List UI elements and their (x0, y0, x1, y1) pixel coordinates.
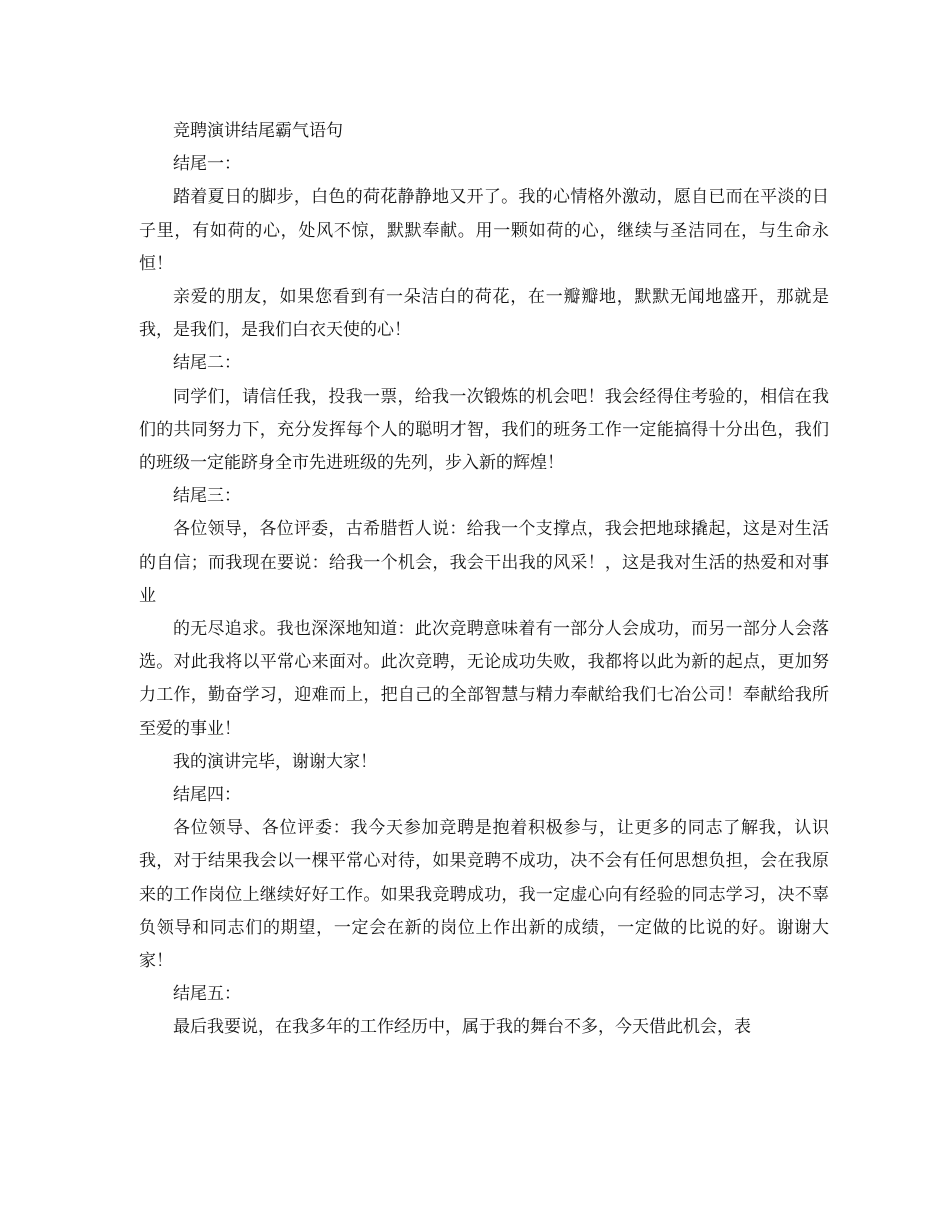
paragraph: 同学们，请信任我，投我一票，给我一次锻炼的机会吧！我会经得住考验的，相信在我们的共同努力下，充分发挥每个人的聪明才智，我们的班务工作一定能搞得十分出色，我们的班级一定能跻身全市先进班级的先列，步入新的辉煌！ (139, 386, 829, 474)
document-body (139, 115, 829, 1045)
paragraph: 最后我要说，在我多年的工作经历中，属于我的舞台不多，今天借此机会，表 (173, 1017, 751, 1038)
paragraph: 亲爱的朋友，如果您看到有一朵洁白的荷花，在一瓣瓣地，默默无闻地盛开，那就是我，是我们，是我们白衣天使的心！ (139, 287, 829, 341)
section-heading-2: 结尾二： (173, 353, 241, 374)
paragraph: 踏着夏日的脚步，白色的荷花静静地又开了。我的心情格外激动，愿自已而在平淡的日子里，有如荷的心，处风不惊，默默奉献。用一颗如荷的心，继续与圣洁同在，与生命永恒！ (139, 187, 829, 274)
section-heading-4: 结尾四： (173, 785, 241, 806)
paragraph: 各位领导，各位评委，古希腊哲人说：给我一个支撑点，我会把地球撬起，这是对生活的自信；而我现在要说：给我一个机会，我会干出我的风采！，这是我对生活的热爱和对事业 (139, 519, 829, 606)
document-title: 竞聘演讲结尾霸气语句 (173, 121, 343, 141)
paragraph: 各位领导、各位评委：我今天参加竞聘是抱着积极参与，让更多的同志了解我，认识我，对于结果我会以一棵平常心对待，如果竞聘不成功，决不会有任何思想负担，会在我原来的工作岗位上继续好好工作。如果我竞聘成功，我一定虚心向有经验的同志学习，决不辜负领导和同志们的期望，一定会在新的岗位上作出新的成绩，一定做的比说的好。谢谢大家！ (139, 818, 829, 972)
paragraph: 我的演讲完毕，谢谢大家！ (173, 751, 377, 772)
section-heading-1: 结尾一： (173, 154, 241, 175)
paragraph: 的无尽追求。我也深深地知道：此次竞聘意味着有一部分人会成功，而另一部分人会落选。对此我将以平常心来面对。此次竞聘，无论成功失败，我都将以此为新的起点，更加努力工作，勤奋学习，迎难而上，把自己的全部智慧与精力奉献给我们七冶公司！奉献给我所至爱的事业！ (139, 619, 829, 739)
section-heading-5: 结尾五： (173, 984, 241, 1005)
section-heading-3: 结尾三： (173, 486, 241, 507)
